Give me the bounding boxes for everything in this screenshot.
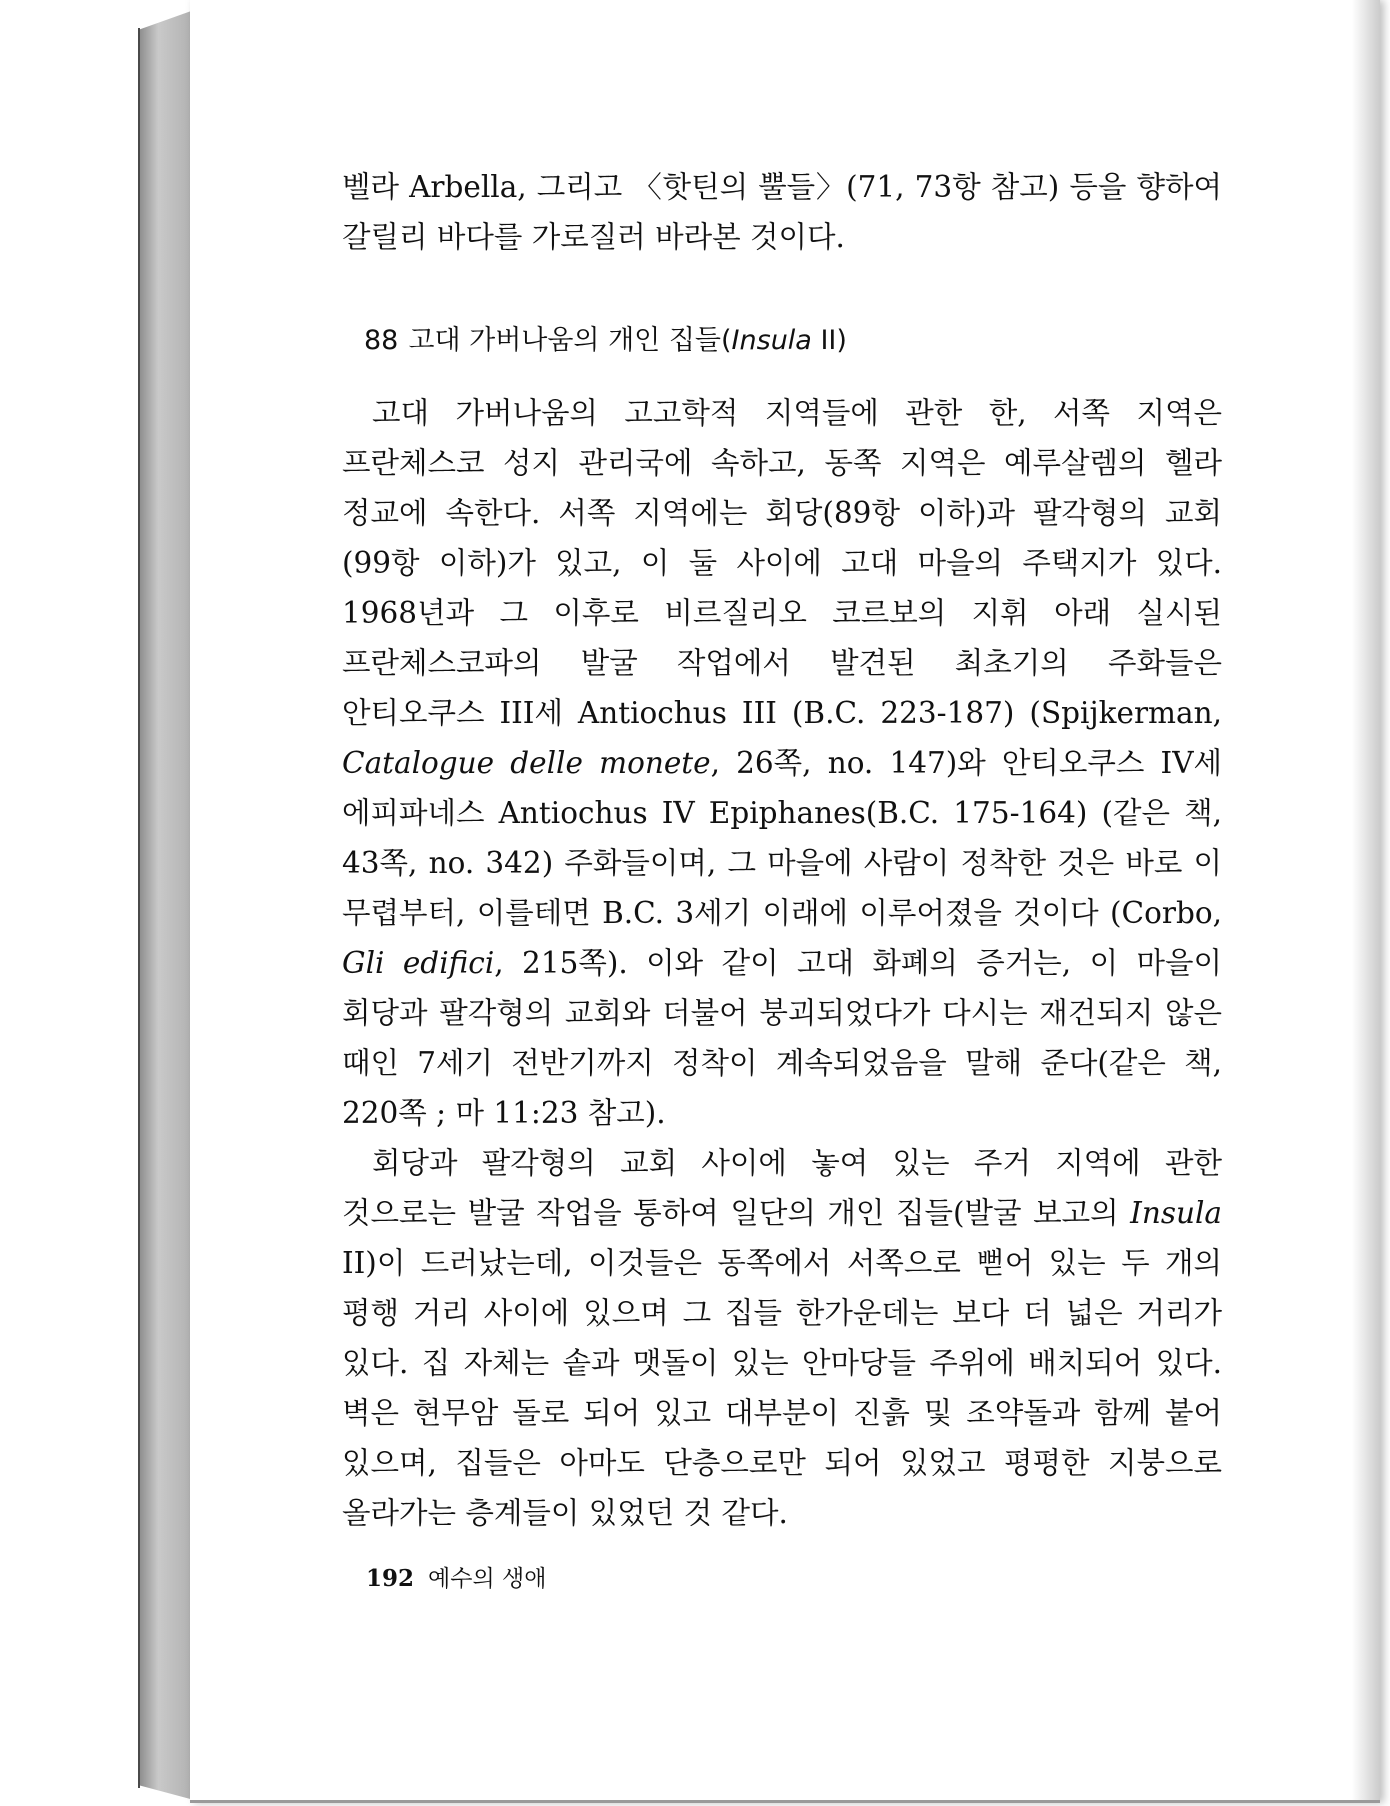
book-spine xyxy=(138,10,194,1800)
p1-text-2: , 26쪽, no. 147)와 안티오쿠스 IV세 에피파네스 Antiochus IV Epiphanes(B.C. 175-164) (같은 책, 43쪽, no. 342) 주화들이며, 그 마을에 사람이 정착한 것은 바로 이 무렵부터, 이를테면 B.C. 3세기 이래에 이루어졌을 것이다 (Corbo, xyxy=(342,746,1222,930)
p1-italic-catalogue: Catalogue delle monete xyxy=(342,746,711,780)
section-title-italic: Insula xyxy=(731,325,812,356)
p1-text-1: 고대 가버나움의 고고학적 지역들에 관한 한, 서쪽 지역은 프란체스코 성지 관리국에 속하고, 동쪽 지역은 예루살렘의 헬라 정교에 속한다. 서쪽 지역에는 회당(89항 이하)과 팔각형의 교회(99항 이하)가 있고, 이 둘 사이에 고대 마을의 주택지가 있다. 1968년과 그 이후로 비르질리오 코르보의 지휘 아래 실시된 프란체스코파의 발굴 작업에서 발견된 최초기의 주화들은 안티오쿠스 III세 Antiochus III (B.C. 223-187) (Spijkerman, xyxy=(342,396,1222,730)
section-heading xyxy=(342,316,1222,366)
section-title-suffix: II) xyxy=(811,325,847,356)
section-number: 88 xyxy=(364,325,399,356)
page-bottom-edge xyxy=(190,1800,1380,1803)
page-body xyxy=(342,162,1222,1538)
p2-text-1: 회당과 팔각형의 교회 사이에 놓여 있는 주거 지역에 관한 것으로는 발굴 작업을 통하여 일단의 개인 집들(발굴 보고의 xyxy=(342,1146,1222,1230)
p2-italic-insula: Insula xyxy=(1130,1196,1222,1230)
book-spine-edge xyxy=(138,28,140,1788)
p2-text-2: II)이 드러났는데, 이것들은 동쪽에서 서쪽으로 뻗어 있는 두 개의 평행 거리 사이에 있으며 그 집들 한가운데는 보다 더 넓은 거리가 있다. 집 자체는 솥과 맷돌이 있는 안마당들 주위에 배치되어 있다. 벽은 현무암 돌로 되어 있고 대부분이 진흙 및 조약돌과 함께 붙어 있으며, 집들은 아마도 단층으로만 되어 있었고 평평한 지붕으로 올라가는 층계들이 있었던 것 같다. xyxy=(342,1246,1222,1530)
book-page xyxy=(190,0,1380,1803)
page-gutter-shadow xyxy=(1352,0,1380,1803)
page-number: 192 xyxy=(366,1565,415,1592)
body-paragraph-2 xyxy=(342,1138,1222,1538)
section-title-prefix: 고대 가버나움의 개인 집들( xyxy=(408,325,732,356)
page-footer xyxy=(366,1560,546,1593)
running-title: 예수의 생애 xyxy=(428,1566,547,1592)
intro-paragraph: 벨라 Arbella, 그리고 〈핫틴의 뿔들〉(71, 73항 참고) 등을 향하여 갈릴리 바다를 가로질러 바라본 것이다. xyxy=(342,170,1222,254)
body-paragraph-1 xyxy=(342,388,1222,1138)
p1-text-3: , 215쪽). 이와 같이 고대 화폐의 증거는, 이 마을이 회당과 팔각형의 교회와 더불어 붕괴되었다가 다시는 재건되지 않은 때인 7세기 전반기까지 정착이 계속되었음을 말해 준다(같은 책, 220쪽 ; 마 11:23 참고). xyxy=(342,946,1222,1130)
p1-italic-edifici: Gli edifici xyxy=(342,946,495,980)
